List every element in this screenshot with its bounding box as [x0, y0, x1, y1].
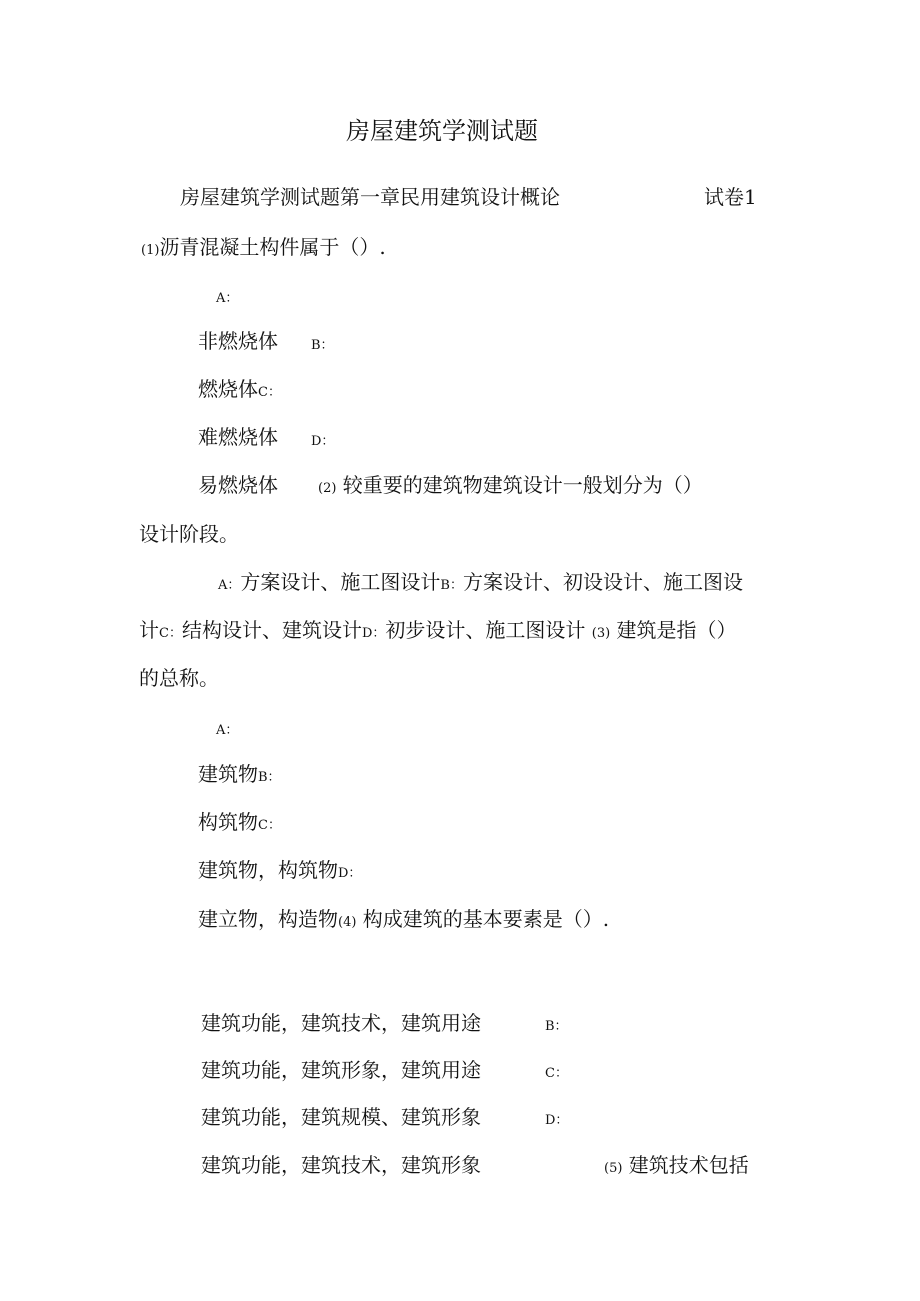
q4-option-c-text: 建筑功能，建筑规模、建筑形象: [201, 1105, 481, 1129]
q1-text: 沥青混凝土构件属于（）.: [159, 235, 386, 259]
q1-option-c-marker: C：: [258, 385, 281, 400]
q1-line: [141, 235, 386, 263]
q1-option-c-text: 难燃烧体: [198, 425, 278, 449]
q2-option-a-text: 方案设计、施工图设计: [240, 570, 441, 594]
q1-option-b-line: [198, 377, 281, 405]
q2-number: (2): [318, 481, 337, 496]
q4-option-b-text: 建筑功能，建筑形象，建筑用途: [201, 1058, 481, 1082]
q2-options-line-1: [218, 570, 743, 598]
q1-option-d-text: 易燃烧体: [198, 473, 278, 497]
q2-line: [318, 473, 703, 501]
q1-option-d-marker: D：: [311, 434, 335, 449]
q1-number: (1): [141, 243, 160, 258]
q2-text-continued: 设计阶段。: [139, 522, 239, 546]
q4-option-b-marker: B：: [545, 1019, 568, 1034]
q3-text-continued: 的总称。: [139, 666, 219, 690]
q3-option-b-text: 构筑物: [198, 810, 258, 834]
q3-option-a-line: [198, 762, 281, 790]
q4-option-d-marker: D：: [545, 1113, 569, 1128]
q3-option-c-text: 建筑物，构筑物: [198, 858, 338, 882]
q1-option-a-text: 非燃烧体: [198, 329, 278, 353]
q5-text: 建筑技术包括: [628, 1153, 749, 1177]
q4-text: 构成建筑的基本要素是（）.: [362, 907, 610, 931]
q3-option-d-line: [198, 907, 609, 935]
q3-number: (3): [591, 626, 611, 641]
q2-option-c-text: 结构设计、建筑设计: [181, 618, 362, 642]
q3-option-b-line: [198, 810, 281, 838]
q3-text: 建筑是指（）: [616, 618, 737, 642]
q4-option-d-text: 建筑功能，建筑技术，建筑形象: [201, 1153, 481, 1177]
q5-number: (5): [604, 1161, 623, 1176]
paper-label: 试卷1: [704, 185, 757, 209]
q2-option-d-marker: D：: [361, 626, 386, 641]
q2-option-b-text: 方案设计、初设设计、施工图设: [462, 570, 743, 594]
q1-option-b-marker: B：: [311, 338, 334, 353]
q3-option-a-marker: A：: [216, 723, 239, 738]
q2-options-line-2: [139, 618, 737, 646]
q3-option-d-marker: D：: [338, 866, 362, 881]
q2-option-b-marker: B：: [440, 578, 463, 593]
q2-option-a-marker: A：: [218, 578, 241, 593]
q2-text: 较重要的建筑物建筑设计一般划分为（）: [342, 473, 703, 497]
q3-option-a-text: 建筑物: [198, 762, 258, 786]
q3-option-c-line: [198, 858, 361, 886]
q2-option-b-text-continued: 计: [139, 618, 159, 642]
q1-option-b-text: 燃烧体: [198, 377, 258, 401]
q3-option-d-text: 建立物，构造物: [198, 907, 338, 931]
q2-option-c-marker: C：: [159, 626, 182, 641]
doc-subtitle: 房屋建筑学测试题第一章民用建筑设计概论: [180, 185, 560, 209]
q4-number: (4): [338, 915, 357, 930]
q1-option-a-marker: A：: [216, 291, 239, 306]
q3-option-c-marker: C：: [258, 818, 281, 833]
q4-option-a-text: 建筑功能，建筑技术，建筑用途: [201, 1011, 481, 1035]
q3-option-b-marker: B：: [258, 770, 281, 785]
doc-title: 房屋建筑学测试题: [346, 117, 538, 145]
q4-option-c-marker: C：: [545, 1066, 568, 1081]
q2-option-d-text: 初步设计、施工图设计: [385, 618, 586, 642]
q5-line: [604, 1153, 749, 1181]
